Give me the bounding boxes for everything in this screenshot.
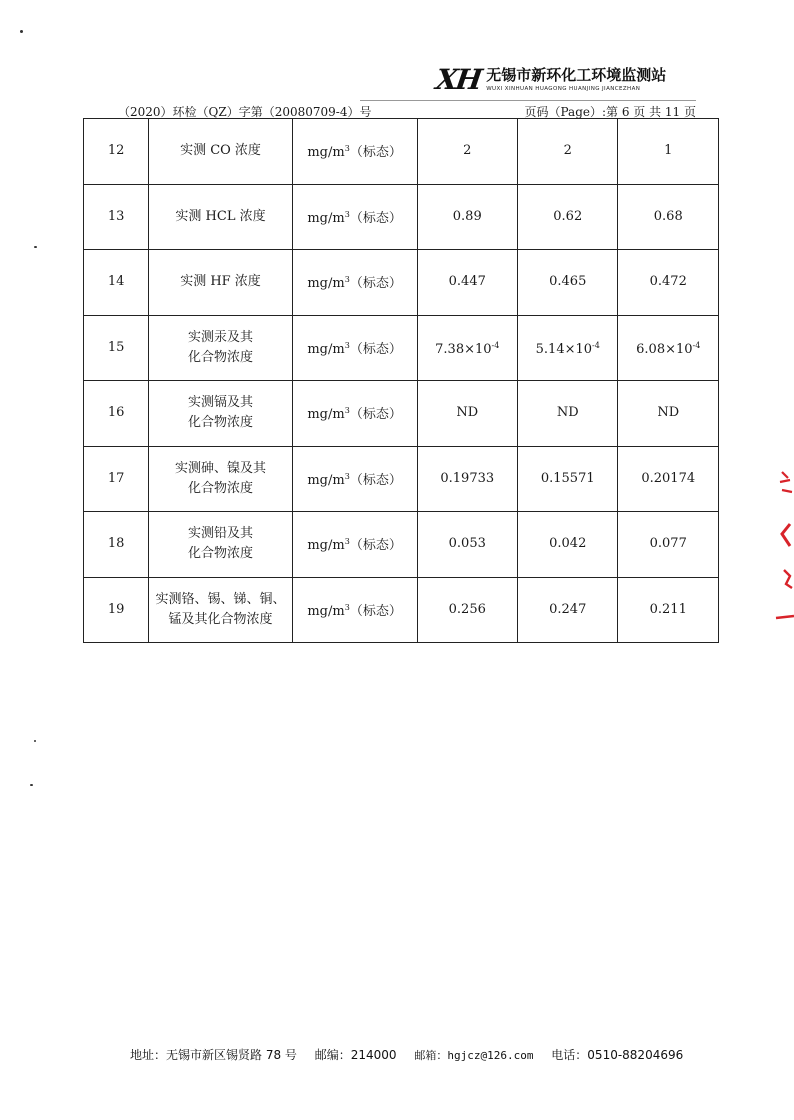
value-cell [518, 250, 618, 316]
measured-value-2: 0.247 [549, 601, 587, 617]
table-row [84, 250, 719, 316]
logo-mark: XH [433, 63, 483, 96]
item-name: 实测铬、锡、锑、铜、 锰及其化合物浓度 [155, 591, 286, 627]
measured-value-2: 0.042 [549, 536, 587, 552]
unit-superscript: 3 [344, 340, 350, 350]
value-exponent: -4 [592, 340, 600, 350]
unit-cell [292, 250, 417, 316]
item-cell [149, 577, 292, 643]
value-cell [618, 577, 719, 643]
footer-phone: 电话：0510-88204696 [551, 1048, 684, 1062]
measured-value-1: 0.19733 [440, 470, 495, 486]
value-cell [618, 119, 719, 185]
unit-suffix: （标态） [349, 472, 402, 488]
unit-cell [292, 119, 417, 185]
row-number: 15 [107, 339, 125, 355]
unit-cell [292, 446, 417, 512]
value-cell [518, 184, 618, 250]
scan-speck [34, 246, 37, 248]
unit-superscript: 3 [344, 406, 350, 416]
row-number-cell [84, 446, 149, 512]
row-number: 14 [107, 274, 125, 290]
table-row [84, 512, 719, 578]
red-seal-fragment [770, 468, 794, 628]
unit-cell [292, 184, 417, 250]
station-name-en: WUXI XINHUAN HUAGONG HUANJING JIANCEZHAN [486, 86, 641, 92]
value-exponent: -4 [692, 340, 701, 350]
row-number: 17 [107, 470, 125, 486]
item-cell [149, 446, 292, 512]
unit-prefix: mg/m [307, 276, 345, 292]
value-cell [417, 381, 517, 447]
measured-value-3: 0.20174 [641, 470, 696, 486]
measured-value-3: 0.472 [649, 274, 687, 290]
unit-cell [292, 381, 417, 447]
row-number: 12 [107, 143, 125, 159]
unit-superscript: 3 [344, 537, 350, 547]
value-cell [417, 250, 517, 316]
unit-superscript: 3 [344, 144, 350, 154]
measured-value-2: 5.14×10 [535, 341, 593, 357]
item-name: 实测 CO 浓度 [180, 143, 261, 159]
item-name: 实测 HF 浓度 [180, 274, 261, 290]
row-number-cell [84, 381, 149, 447]
measured-value-1: 2 [463, 143, 472, 159]
item-cell [149, 381, 292, 447]
station-logo [433, 63, 667, 96]
unit-suffix: （标态） [349, 145, 402, 161]
measured-value-1: 0.256 [448, 601, 486, 617]
value-cell [518, 381, 618, 447]
table-row [84, 446, 719, 512]
row-number-cell [84, 315, 149, 381]
unit-prefix: mg/m [307, 538, 345, 554]
scan-speck [30, 784, 33, 786]
unit-suffix: （标态） [349, 276, 402, 292]
item-cell [149, 512, 292, 578]
table-row [84, 381, 719, 447]
measured-value-2: ND [556, 405, 579, 421]
value-cell [417, 446, 517, 512]
seal-stroke-4 [776, 616, 794, 618]
value-cell [518, 315, 618, 381]
row-number: 16 [107, 405, 125, 421]
row-number: 18 [107, 536, 125, 552]
page-info: 页码（Page）:第 6 页 共 11 页 [524, 105, 696, 119]
item-cell [149, 119, 292, 185]
scan-speck [20, 30, 23, 33]
measured-value-1: 0.447 [448, 274, 486, 290]
measured-value-2: 0.465 [549, 274, 587, 290]
measured-value-1: 7.38×10 [435, 341, 492, 357]
station-name-cn: 无锡市新环化工环境监测站 [486, 66, 667, 84]
measured-value-1: 0.053 [448, 536, 486, 552]
unit-prefix: mg/m [307, 145, 345, 161]
unit-suffix: （标态） [349, 407, 402, 423]
measured-value-3: 0.68 [653, 208, 683, 224]
measured-value-1: 0.89 [452, 208, 482, 224]
unit-cell [292, 315, 417, 381]
row-number-cell [84, 577, 149, 643]
seal-stroke-1 [780, 472, 792, 492]
row-number-cell [84, 512, 149, 578]
value-cell [618, 315, 719, 381]
value-cell [518, 577, 618, 643]
footer-contact [130, 1046, 697, 1063]
unit-suffix: （标态） [349, 341, 402, 357]
measurement-table-body [84, 119, 719, 643]
item-name: 实测镉及其 化合物浓度 [187, 395, 253, 431]
table-row [84, 184, 719, 250]
value-cell [417, 577, 517, 643]
seal-stroke-2 [782, 524, 790, 546]
row-number: 13 [107, 208, 125, 224]
row-number-cell [84, 250, 149, 316]
item-cell [149, 250, 292, 316]
measured-value-3: 6.08×10 [636, 341, 693, 357]
item-name: 实测砷、镍及其 化合物浓度 [174, 460, 266, 496]
table-row [84, 315, 719, 381]
value-cell [518, 446, 618, 512]
unit-suffix: （标态） [349, 538, 402, 554]
unit-prefix: mg/m [307, 472, 345, 488]
unit-cell [292, 577, 417, 643]
value-cell [618, 446, 719, 512]
measured-value-3: 0.077 [649, 536, 687, 552]
value-exponent: -4 [491, 340, 500, 350]
value-cell [417, 184, 517, 250]
unit-prefix: mg/m [307, 341, 345, 357]
value-cell [518, 512, 618, 578]
footer-address: 地址：无锡市新区锡贤路 78 号 [130, 1048, 297, 1062]
table-row [84, 119, 719, 185]
value-cell [618, 381, 719, 447]
seal-stroke-3 [784, 570, 792, 588]
value-cell [618, 184, 719, 250]
item-name: 实测汞及其 化合物浓度 [187, 329, 253, 365]
unit-cell [292, 512, 417, 578]
value-cell [417, 512, 517, 578]
value-cell [518, 119, 618, 185]
unit-superscript: 3 [344, 471, 350, 481]
row-number: 19 [107, 601, 125, 617]
value-cell [618, 250, 719, 316]
footer-postcode: 邮编：214000 [314, 1048, 397, 1062]
unit-superscript: 3 [344, 602, 350, 612]
scan-speck [34, 740, 36, 742]
unit-suffix: （标态） [349, 210, 402, 226]
value-cell [417, 315, 517, 381]
measured-value-1: ND [456, 405, 479, 421]
unit-prefix: mg/m [307, 603, 345, 619]
unit-suffix: （标态） [349, 603, 402, 619]
row-number-cell [84, 184, 149, 250]
value-cell [618, 512, 719, 578]
row-number-cell [84, 119, 149, 185]
value-cell [417, 119, 517, 185]
unit-prefix: mg/m [307, 210, 345, 226]
measured-value-2: 0.15571 [540, 470, 595, 486]
measured-value-3: 0.211 [649, 601, 687, 617]
measured-value-3: ND [657, 405, 680, 421]
measurement-table [83, 118, 719, 643]
header-divider [360, 100, 696, 101]
item-cell [149, 315, 292, 381]
footer-email: 邮箱：hgjcz@126.com [414, 1049, 534, 1062]
measured-value-2: 0.62 [553, 208, 583, 224]
document-number: （2020）环检（QZ）字第（20080709-4）号 [118, 105, 372, 119]
item-name: 实测铅及其 化合物浓度 [187, 526, 253, 562]
unit-superscript: 3 [344, 209, 350, 219]
measured-value-3: 1 [664, 143, 673, 159]
table-row [84, 577, 719, 643]
unit-prefix: mg/m [307, 407, 345, 423]
measured-value-2: 2 [563, 143, 572, 159]
item-name: 实测 HCL 浓度 [175, 208, 266, 224]
item-cell [149, 184, 292, 250]
logo-text [486, 67, 666, 93]
unit-superscript: 3 [344, 275, 350, 285]
